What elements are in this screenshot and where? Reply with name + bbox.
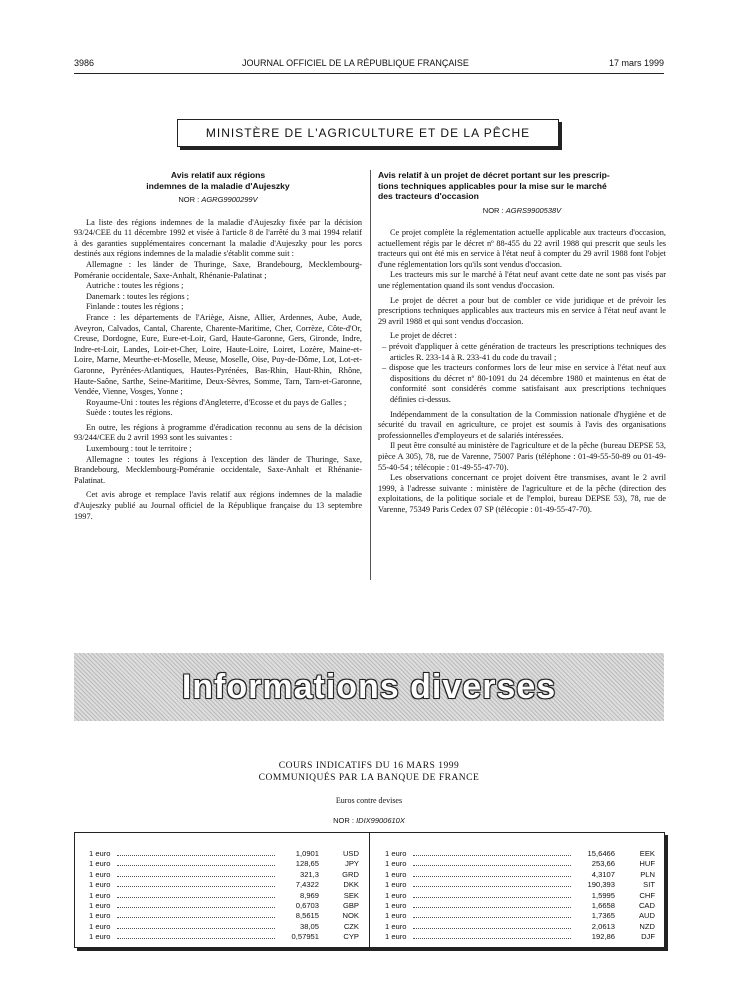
- table-row: [385, 891, 655, 901]
- rate-value: 190,393: [587, 880, 615, 890]
- leader-dots: [117, 907, 275, 908]
- leader-dots: [413, 886, 571, 887]
- rate-value: 253,66: [591, 859, 615, 869]
- title-line: Avis relatif à un projet de décret portant sur les prescrip-: [378, 170, 610, 180]
- rate-value: 15,6466: [587, 849, 615, 858]
- currency-code: JPY: [345, 859, 359, 869]
- table-row: [89, 849, 359, 859]
- rate-label: 1 euro: [385, 932, 407, 942]
- rate-label: 1 euro: [385, 849, 407, 858]
- table-row: [385, 911, 655, 921]
- rate-label: 1 euro: [385, 890, 407, 900]
- paragraph: Finlande : toutes les régions ;: [86, 302, 184, 312]
- table-row: [89, 922, 359, 932]
- currency-code: HUF: [639, 859, 655, 869]
- title-line: des tracteurs d'occasion: [378, 191, 479, 201]
- header-rule: [74, 73, 664, 74]
- currency-code: PLN: [640, 869, 655, 879]
- rate-value: 1,6658: [591, 900, 615, 910]
- currency-code: CHF: [639, 890, 655, 900]
- table-row: [89, 891, 359, 901]
- issue-date: 17 mars 1999: [608, 58, 664, 68]
- running-header: [74, 58, 664, 70]
- rates-nor: [74, 816, 664, 825]
- paragraph: Le projet de décret :: [390, 331, 457, 341]
- rate-label: 1 euro: [89, 900, 111, 910]
- paragraph: Luxembourg : tout le territoire ;: [86, 444, 192, 454]
- rate-label: 1 euro: [89, 921, 111, 931]
- rate-value: 1,5995: [591, 890, 615, 900]
- section-banner: [74, 653, 664, 721]
- rate-label: 1 euro: [89, 890, 111, 900]
- rate-value: 0,57951: [291, 932, 319, 942]
- right-nor: [378, 206, 666, 217]
- table-row: [89, 901, 359, 911]
- table-row: [385, 922, 655, 932]
- leader-dots: [413, 917, 571, 918]
- nor-code: AGRG9900299V: [201, 195, 258, 204]
- nor-code: AGRS9900538V: [505, 205, 562, 215]
- title-line: Avis relatif aux régions: [170, 170, 266, 180]
- ministry-heading: [177, 119, 559, 147]
- nor-label: NOR :: [482, 205, 504, 215]
- leader-dots: [413, 938, 571, 939]
- table-row: [89, 932, 359, 942]
- currency-code: GBP: [342, 900, 359, 910]
- paragraph: Le projet de décret a pour but de combler ce vide juridique et de prévoir les prescriptions techniques applicables aux tracteurs mis en service à l'état neuf avant le 29 avril 1988 et qui sont vendus d'occasion.: [378, 295, 666, 326]
- left-article-title: [74, 170, 362, 191]
- leader-dots: [413, 897, 571, 898]
- rate-label: 1 euro: [385, 911, 407, 921]
- heading-line: COURS INDICATIFS DU 16 MARS 1999: [278, 761, 460, 771]
- paragraph: La liste des régions indemnes de la maladie d'Aujeszky fixée par la décision 93/24/CEE du 11 décembre 1992 et visée à l'article 8 de l'arrêté du 3 mai 1994 relatif à des garanties supplémentaires concernant la maladie d'Aujeszky pour les porcs destinés aux régions indemnes de la maladie s'établit comme suit :: [74, 217, 362, 259]
- table-row: [385, 932, 655, 942]
- currency-code: DKK: [343, 880, 359, 890]
- currency-code: CAD: [638, 900, 655, 910]
- table-divider: [369, 833, 370, 947]
- nor-label: NOR :: [178, 195, 200, 204]
- rate-label: 1 euro: [89, 932, 111, 942]
- leader-dots: [117, 928, 275, 929]
- nor-code: IDIX9900610X: [356, 816, 405, 825]
- table-row: [385, 880, 655, 890]
- ministry-title: MINISTÈRE DE L'AGRICULTURE ET DE LA PÊCHE: [205, 126, 531, 140]
- paragraph: Allemagne : les länder de Thuringe, Saxe, Brandebourg, Mecklembourg-Poméranie occidentale, Saxe-Anhalt, Rhénanie-Palatinat ;: [74, 259, 362, 280]
- right-article-title: [378, 170, 666, 202]
- table-row: [385, 901, 655, 911]
- rate-value: 7,4322: [295, 880, 319, 890]
- rate-value: 321,3: [299, 869, 319, 879]
- rate-value: 192,86: [591, 932, 615, 942]
- currency-code: USD: [342, 849, 359, 858]
- table-row: [89, 870, 359, 880]
- leader-dots: [413, 855, 571, 856]
- paragraph: Indépendamment de la consultation de la Commission nationale d'hygiène et de sécurité du travail en agriculture, ce projet est soumis à l'avis des organisations professionnelles d'employeurs et de salariés intéressées.: [378, 409, 666, 440]
- rate-label: 1 euro: [89, 859, 111, 869]
- rate-label: 1 euro: [89, 880, 111, 890]
- rate-label: 1 euro: [89, 849, 111, 858]
- rates-subtitle: Euros contre devises: [335, 796, 403, 805]
- table-row: [385, 849, 655, 859]
- leader-dots: [117, 938, 275, 939]
- rates-table: [74, 832, 665, 948]
- leader-dots: [413, 876, 571, 877]
- currency-code: NZD: [639, 921, 655, 931]
- heading-line: COMMUNIQUÉS PAR LA BANQUE DE FRANCE: [258, 773, 480, 783]
- paragraph: Les tracteurs mis sur le marché à l'état neuf avant cette date ne sont pas visés par une réglementation quand ils sont vendus d'occasion.: [378, 270, 666, 291]
- leader-dots: [413, 907, 571, 908]
- currency-code: SEK: [343, 890, 359, 900]
- table-row: [89, 859, 359, 869]
- table-row: [385, 859, 655, 869]
- paragraph: Danemark : toutes les régions ;: [86, 291, 189, 301]
- nor-label: NOR :: [333, 816, 354, 825]
- page-number: 3986: [74, 58, 95, 68]
- rates-column-right: [385, 849, 655, 943]
- rate-label: 1 euro: [385, 921, 407, 931]
- paragraph: Ce projet complète la réglementation actuelle applicable aux tracteurs d'occasion, actuellement régis par le décret nº 88-455 du 22 avril 1988 qui prescrit que seuls les tracteurs qui ont été mis en service à l'état neuf à compter du 29 avril 1988 font l'objet d'une réglementation lors qu'ils sont vendus d'occasion.: [378, 228, 666, 269]
- rate-value: 1,0901: [295, 849, 319, 858]
- rate-label: 1 euro: [385, 869, 407, 879]
- banner-title: Informations diverses: [181, 667, 557, 706]
- rate-value: 8,5615: [295, 911, 319, 921]
- paragraph: France : les départements de l'Ariège, Aisne, Allier, Ardennes, Aube, Aude, Aveyron, Calvados, Cantal, Charente, Charente-Maritime, Cher, Corrèze, Côte-d'Or, Creuse, Dordogne, Eure, Eure-et-Loir, Gard, Haute-Garonne, Gers, Gironde, Indre, Indre-et-Loir, Landes, Loir-et-Cher, Loire, Haute-Loire, Loiret, Lozère, Maine-et-Loire, Marne, Meurthe-et-Moselle, Meuse, Moselle, Oise, Puy-de-Dôme, Lot, Lot-et-Garonne, Pyrénées-Atlantiques, Hautes-Pyrénées, Bas-Rhin, Haut-Rhin, Rhône, Haute-Saône, Sarthe, Seine-Maritime, Deux-Sèvres, Somme, Tarn, Tarn-et-Garonne, Vendée, Vienne, Vosges, Yonne ;: [74, 312, 362, 397]
- rate-label: 1 euro: [89, 869, 111, 879]
- rate-value: 38,05: [299, 921, 319, 931]
- right-article: [378, 170, 666, 516]
- rate-label: 1 euro: [385, 880, 407, 890]
- list-item: – prévoit d'appliquer à cette génération de tracteurs les prescriptions techniques des articles R. 233-14 à R. 233-41 du code du travail ;: [382, 342, 666, 362]
- rates-column-left: [89, 849, 359, 943]
- title-line: indemnes de la maladie d'Aujeszky: [146, 180, 290, 191]
- leader-dots: [117, 876, 275, 877]
- currency-code: DJF: [641, 932, 655, 942]
- list-item: – dispose que les tracteurs conformes lors de leur mise en service à l'état neuf aux dispositions du décret nº 80-1091 du 24 décembre 1980 et maintenus en état de conformité sont considérés comme satisfaisant aux prescriptions techniques définies ci-dessus.: [382, 363, 666, 404]
- currency-code: CYP: [343, 932, 359, 942]
- exchange-rates-heading: [74, 760, 664, 784]
- paragraph: Les observations concernant ce projet doivent être transmises, avant le 2 avril 1999, à l'adresse suivante : ministère de l'agriculture et de la pêche (direction des exploitations, de la politique sociale et de l'emploi, bureau DEPSE 53), 78, rue de Varenne, 75349 Paris Cedex 07 SP (télécopie : 01-49-55-47-70).: [378, 473, 666, 514]
- rate-label: 1 euro: [385, 900, 407, 910]
- table-row: [89, 911, 359, 921]
- title-line: tions techniques applicables pour la mise sur le marché: [378, 180, 607, 191]
- paragraph: Cet avis abroge et remplace l'avis relatif aux régions indemnes de la maladie d'Aujeszky publié au Journal officiel de la République française du 13 septembre 1997.: [74, 490, 362, 521]
- rate-value: 128,65: [295, 859, 319, 869]
- currency-code: AUD: [638, 911, 655, 921]
- rate-value: 8,969: [299, 890, 319, 900]
- right-article-body: [378, 228, 666, 515]
- paragraph: Royaume-Uni : toutes les régions d'Angleterre, d'Ecosse et du pays de Galles ;: [86, 397, 347, 407]
- paragraph: En outre, les régions à programme d'éradication reconnu au sens de la décision 93/244/CEE du 2 avril 1993 sont les suivantes :: [74, 422, 362, 443]
- leader-dots: [117, 897, 275, 898]
- rate-value: 4,3107: [591, 869, 615, 879]
- left-article: [74, 170, 362, 522]
- table-row: [385, 870, 655, 880]
- rate-value: 1,7365: [591, 911, 615, 921]
- currency-code: EEK: [639, 849, 655, 858]
- rate-value: 0,6703: [295, 900, 319, 910]
- leader-dots: [117, 917, 275, 918]
- leader-dots: [117, 886, 275, 887]
- leader-dots: [117, 865, 275, 866]
- currency-code: NOK: [342, 911, 359, 921]
- rate-label: 1 euro: [89, 911, 111, 921]
- currency-code: GRD: [342, 869, 359, 879]
- paragraph: Allemagne : toutes les régions à l'exception des länder de Thuringe, Saxe, Brandebourg, Mecklembourg-Poméranie occidentale, Saxe-Anhalt et Rhénanie-Palatinat.: [74, 454, 362, 485]
- column-separator: [370, 170, 371, 580]
- rate-label: 1 euro: [385, 859, 407, 869]
- left-article-body: [74, 218, 362, 523]
- paragraph: Il peut être consulté au ministère de l'agriculture et de la pêche (bureau DEPSE 53, pièce A 305), 78, rue de Varenne, 75007 Paris (téléphone : 01-49-55-50-89 ou 01-49-55-40-54 ; télécopie : 01-49-55-47-70).: [378, 441, 666, 472]
- table-row: [89, 880, 359, 890]
- leader-dots: [413, 865, 571, 866]
- leader-dots: [117, 855, 275, 856]
- leader-dots: [413, 928, 571, 929]
- currency-code: SIT: [643, 880, 655, 890]
- paragraph: Autriche : toutes les régions ;: [86, 281, 184, 291]
- currency-code: CZK: [343, 921, 359, 931]
- rate-value: 2,0613: [591, 921, 615, 931]
- journal-title: JOURNAL OFFICIEL DE LA RÉPUBLIQUE FRANÇAISE: [242, 58, 469, 68]
- paragraph: Suède : toutes les régions.: [86, 408, 173, 418]
- left-nor: [74, 195, 362, 206]
